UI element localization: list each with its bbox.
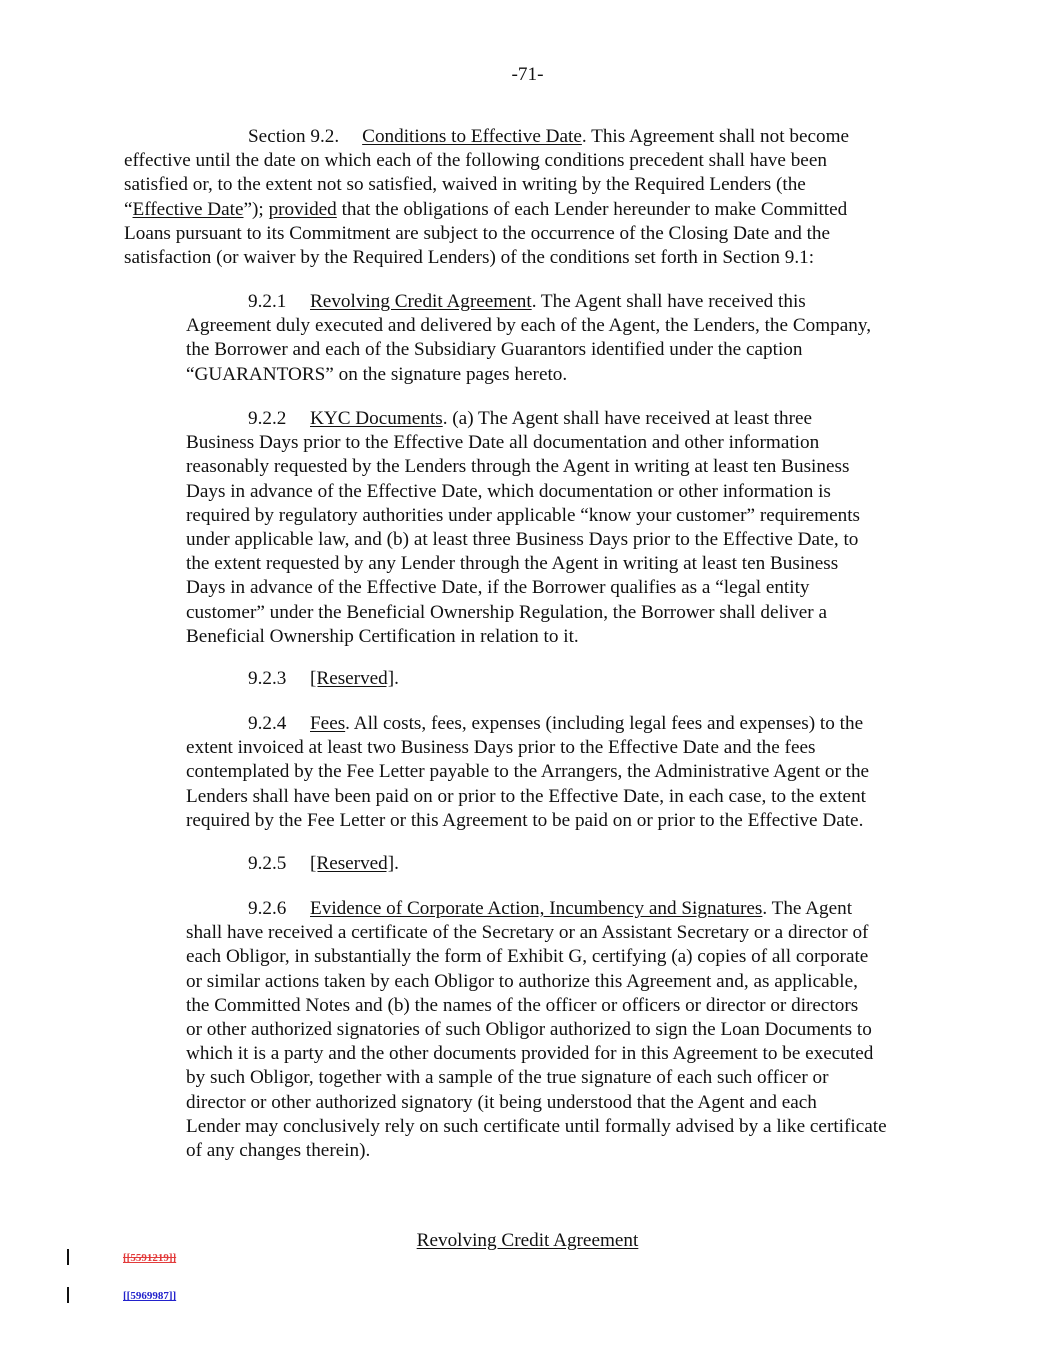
subsection-text-line: of any changes therein). [186, 1139, 371, 1161]
change-bar [67, 1249, 69, 1265]
section-heading-line: Section 9.2. Conditions to Effective Date. This Agreement shall not become [248, 126, 850, 147]
subsection-heading-line: 9.2.2 KYC Documents. (a) The Agent shall have received at least three [186, 407, 860, 431]
section-text-line: Loans pursuant to its Commitment are subject to the occurrence of the Closing Date and the [124, 222, 831, 244]
section-title: Conditions to Effective Date [362, 126, 582, 147]
subsection-title: KYC Documents [310, 408, 443, 429]
section-9-2 [124, 125, 849, 270]
section-number: Section 9.2. [248, 126, 340, 147]
subsection-number: 9.2.2 [248, 408, 287, 429]
subsection-heading-line: 9.2.3 [Reserved]. [186, 667, 399, 691]
subsection-9-2-1 [186, 290, 871, 387]
provided-term: provided [268, 198, 337, 220]
subsection-text-line: Lenders shall have been paid on or prior to the Effective Date, in each case, to the extent [186, 785, 866, 807]
subsection-text-line: required by regulatory authorities under applicable “know your customer” requirements [186, 504, 860, 526]
subsection-text-line: reasonably requested by the Lenders through the Agent in writing at least ten Business [186, 456, 850, 478]
subsection-text-line: director or other authorized signatory (it being understood that the Agent and each [186, 1091, 817, 1113]
change-bar [67, 1287, 69, 1303]
subsection-text-line: Beneficial Ownership Certification in relation to it. [186, 625, 579, 647]
subsection-number: 9.2.5 [248, 853, 287, 874]
subsection-text-line: each Obligor, in substantially the form of Exhibit G, certifying (a) copies of all corporate [186, 946, 869, 968]
subsection-text-line: the Committed Notes and (b) the names of the officer or officers or director or directors [186, 994, 859, 1016]
subsection-title: [Reserved] [310, 668, 395, 689]
subsection-text-line: “GUARANTORS” on the signature pages hereto. [186, 363, 568, 385]
subsection-title: [Reserved] [310, 853, 395, 874]
subsection-number: 9.2.4 [248, 713, 287, 734]
subsection-number: 9.2.6 [248, 898, 287, 919]
section-text-line: “Effective Date”); provided that the obligations of each Lender hereunder to make Committed [124, 198, 848, 220]
subsection-number: 9.2.3 [248, 668, 287, 689]
defined-term: Effective Date [132, 198, 244, 220]
subsection-heading-line: 9.2.1 Revolving Credit Agreement. The Agent shall have received this [186, 290, 871, 314]
subsection-title: Evidence of Corporate Action, Incumbency and Signatures [310, 898, 763, 919]
subsection-heading-line: 9.2.4 Fees. All costs, fees, expenses (including legal fees and expenses) to the [186, 712, 869, 736]
subsection-text-line: contemplated by the Fee Letter payable to the Arrangers, the Administrative Agent or the [186, 761, 870, 783]
subsection-9-2-3 [186, 667, 399, 691]
subsection-number: 9.2.1 [248, 291, 287, 312]
subsection-text-line: customer” under the Beneficial Ownership Regulation, the Borrower shall deliver a [186, 601, 827, 623]
subsection-text-line: extent invoiced at least two Business Days prior to the Effective Date and the fees [186, 737, 816, 759]
subsection-text-line: Agreement duly executed and delivered by each of the Agent, the Lenders, the Company, [186, 315, 871, 337]
section-text-line: satisfied or, to the extent not so satisfied, waived in writing by the Required Lenders (the [124, 174, 806, 196]
subsection-text-line: the extent requested by any Lender through the Agent in writing at least ten Business [186, 553, 839, 575]
subsection-text-line: Lender may conclusively rely on such certificate until formally advised by a like certificate [186, 1115, 887, 1137]
subsection-text-line: under applicable law, and (b) at least three Business Days prior to the Effective Date, to [186, 528, 859, 550]
subsection-text-line: by such Obligor, together with a sample of the true signature of each such officer or [186, 1067, 829, 1089]
subsection-text-line: shall have received a certificate of the Secretary or an Assistant Secretary or a director of [186, 922, 869, 944]
subsection-text-line: Days in advance of the Effective Date, if the Borrower qualifies as a “legal entity [186, 577, 810, 599]
subsection-9-2-5 [186, 852, 399, 876]
subsection-title: Fees [310, 713, 346, 734]
subsection-text-line: Days in advance of the Effective Date, which documentation or other information is [186, 480, 831, 502]
subsection-text-line: the Borrower and each of the Subsidiary Guarantors identified under the caption [186, 339, 803, 361]
doc-id-deleted: [[5591219]] [123, 1252, 177, 1264]
subsection-9-2-4 [186, 712, 869, 833]
subsection-9-2-2 [186, 407, 860, 649]
footer-title: Revolving Credit Agreement [416, 1230, 639, 1251]
subsection-text-line: or other authorized signatories of such Obligor authorized to sign the Loan Documents to [186, 1018, 872, 1040]
subsection-text-line: or similar actions taken by each Obligor to authorize this Agreement and, as applicable, [186, 970, 858, 992]
section-text-line: effective until the date on which each of the following conditions precedent shall have been [124, 150, 827, 172]
subsection-heading-line: 9.2.6 Evidence of Corporate Action, Incumbency and Signatures. The Agent [186, 897, 887, 921]
subsection-title: Revolving Credit Agreement [310, 291, 532, 312]
section-text-line: satisfaction (or waiver by the Required Lenders) of the conditions set forth in Section 9.1: [124, 246, 815, 268]
subsection-9-2-6 [186, 897, 887, 1163]
subsection-heading-line: 9.2.5 [Reserved]. [186, 852, 399, 876]
subsection-text-line: Business Days prior to the Effective Date all documentation and other information [186, 432, 820, 454]
doc-id-inserted: [[5969987]] [123, 1290, 177, 1302]
page-number: -71- [511, 64, 544, 85]
subsection-text-line: which it is a party and the other documents provided for in this Agreement to be executed [186, 1043, 874, 1065]
subsection-text-line: required by the Fee Letter or this Agreement to be paid on or prior to the Effective Date. [186, 809, 864, 831]
